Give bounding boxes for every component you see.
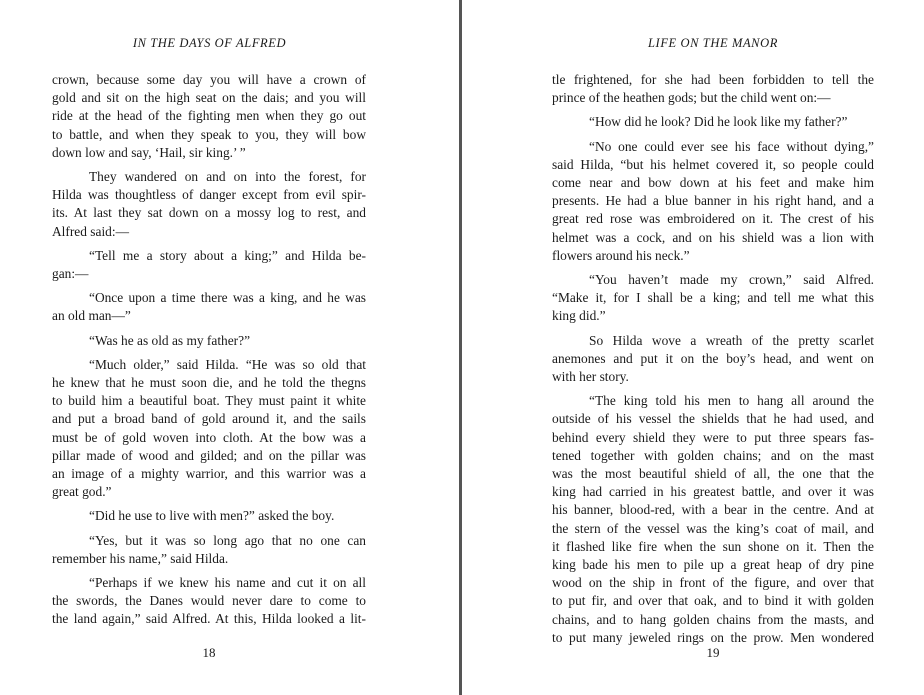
text-line: the land again,” said Alfred. At this, Hilda looked a lit- — [52, 611, 366, 627]
paragraph — [52, 507, 366, 525]
text-line: “Tell me a story about a king;” and Hilda be- — [89, 247, 366, 263]
text-line: and put a broad band of gold around it, and the sails — [52, 411, 366, 427]
text-line: “Did he use to live with men?” asked the boy. — [89, 508, 335, 524]
text-line: to battle, and when they speak to you, they will bow — [52, 126, 366, 142]
right-page — [464, 0, 924, 695]
text-line: to put fir, and over that oak, and to bind it with golden — [552, 593, 874, 609]
text-line: great red rose was embroidered on it. The crest of his — [552, 211, 874, 227]
text-line: the swords, the Danes would never dare to come to — [52, 593, 366, 609]
paragraph — [52, 574, 366, 629]
text-line: come near and bow down at his feet and make him — [552, 175, 874, 191]
paragraph — [52, 71, 366, 162]
text-line: “Make it, for I shall be a king; and tell me what this — [552, 290, 874, 306]
text-line: to put many jeweled rings on the prow. Men wondered — [552, 629, 874, 645]
book-gutter — [459, 0, 462, 695]
text-line: behind every shield they were to put three spears fas- — [552, 429, 874, 445]
text-line: ride at the head of the fighting men when they go out — [52, 108, 366, 124]
text-line: down low and say, ‘Hail, sir king.’ ” — [52, 144, 246, 160]
page-number-right: 19 — [706, 645, 720, 660]
page-number-left: 18 — [202, 645, 216, 660]
text-line: “Once upon a time there was a king, and he was — [89, 290, 366, 306]
text-line: said Hilda, “but his helmet covered it, so people could — [552, 156, 874, 172]
text-line: great god.” — [52, 484, 112, 500]
paragraph — [552, 392, 874, 647]
text-line: an image of a mighty warrior, and this warrior was a — [52, 466, 366, 482]
text-line: remember his name,” said Hilda. — [52, 550, 229, 566]
text-line: king had carried in his greatest battle, and over it was — [552, 484, 874, 500]
paragraph — [52, 332, 366, 350]
text-line: “You haven’t made my crown,” said Alfred. — [589, 272, 874, 288]
text-line: an old man—” — [52, 308, 131, 324]
text-line: “Yes, but it was so long ago that no one can — [89, 532, 366, 548]
text-line: helmet was a cock, and on his shield was a lion with — [552, 229, 874, 245]
text-line: pillar made of wood and gilded; and on the pillar was — [52, 447, 366, 463]
text-line: They wandered on and on into the forest, for — [89, 169, 366, 185]
text-line: prince of the heathen gods; but the child went on:— — [552, 90, 831, 106]
text-line: must be of gold woven into cloth. At the bow was a — [52, 429, 366, 445]
body-text-left — [52, 71, 366, 629]
running-header-left: IN THE DAYS OF ALFRED — [132, 36, 287, 50]
text-line: anemones and put it on the boy’s head, and went on — [552, 350, 874, 366]
paragraph — [552, 138, 874, 265]
text-line: to build him a beautiful boat. They must paint it white — [52, 393, 366, 409]
text-line: it flashed like fire when the sun shone on it. Then the — [552, 538, 874, 554]
left-page — [0, 0, 460, 695]
paragraph — [52, 532, 366, 568]
text-line: presents. He had a blue banner in his right hand, and a — [552, 193, 874, 209]
text-line: chains, and to hang golden chains from the masts, and — [552, 611, 874, 627]
text-line: king bade his men to pile up a great heap of dry pine — [552, 557, 874, 573]
text-line: outside of his vessel the shields that he had used, and — [552, 411, 874, 427]
text-line: “Was he as old as my father?” — [89, 332, 251, 348]
paragraph — [52, 168, 366, 241]
paragraph — [552, 332, 874, 387]
text-line: Alfred said:— — [52, 223, 129, 239]
text-line: gan:— — [52, 266, 89, 282]
text-line: its. At last they sat down on a mossy log to rest, and — [52, 205, 366, 221]
text-line: Hilda was thoughtless of danger except from evil spir- — [52, 187, 366, 203]
text-line: he knew that he must soon die, and he told the thegns — [52, 375, 366, 391]
text-line: flowers around his neck.” — [552, 247, 690, 263]
text-line: with her story. — [552, 369, 629, 385]
paragraph — [52, 247, 366, 283]
text-line: tle frightened, for she had been forbidden to tell the — [552, 72, 874, 87]
running-header-right: LIFE ON THE MANOR — [648, 36, 778, 50]
text-line: “No one could ever see his face without dying,” — [589, 138, 874, 154]
text-line: “Perhaps if we knew his name and cut it on all — [89, 575, 366, 591]
paragraph — [552, 71, 874, 107]
text-line: crown, because some day you will have a crown of — [52, 72, 366, 87]
text-line: gold and sit on the high seat on the dais; and you will — [52, 90, 366, 106]
paragraph — [52, 356, 366, 502]
text-line: “How did he look? Did he look like my father?” — [589, 114, 848, 130]
text-line: “The king told his men to hang all around the — [589, 393, 874, 409]
paragraph — [52, 289, 366, 325]
paragraph — [552, 113, 874, 131]
paragraph — [552, 271, 874, 326]
text-line: wood on the ship in front of the figure, and over that — [552, 575, 874, 591]
body-text-right — [552, 71, 874, 647]
text-line: king did.” — [552, 308, 606, 324]
text-line: tened together with golden chains; and on the mast — [552, 447, 874, 463]
text-line: So Hilda wove a wreath of the pretty scarlet — [589, 332, 874, 348]
text-line: “Much older,” said Hilda. “He was so old that — [89, 356, 366, 372]
text-line: his banner, blood-red, with a bear in the centre. And at — [552, 502, 874, 518]
text-line: was the most beautiful shield of all, the one that the — [552, 466, 874, 482]
text-line: the stern of the vessel was the king’s coat of mail, and — [552, 520, 874, 536]
